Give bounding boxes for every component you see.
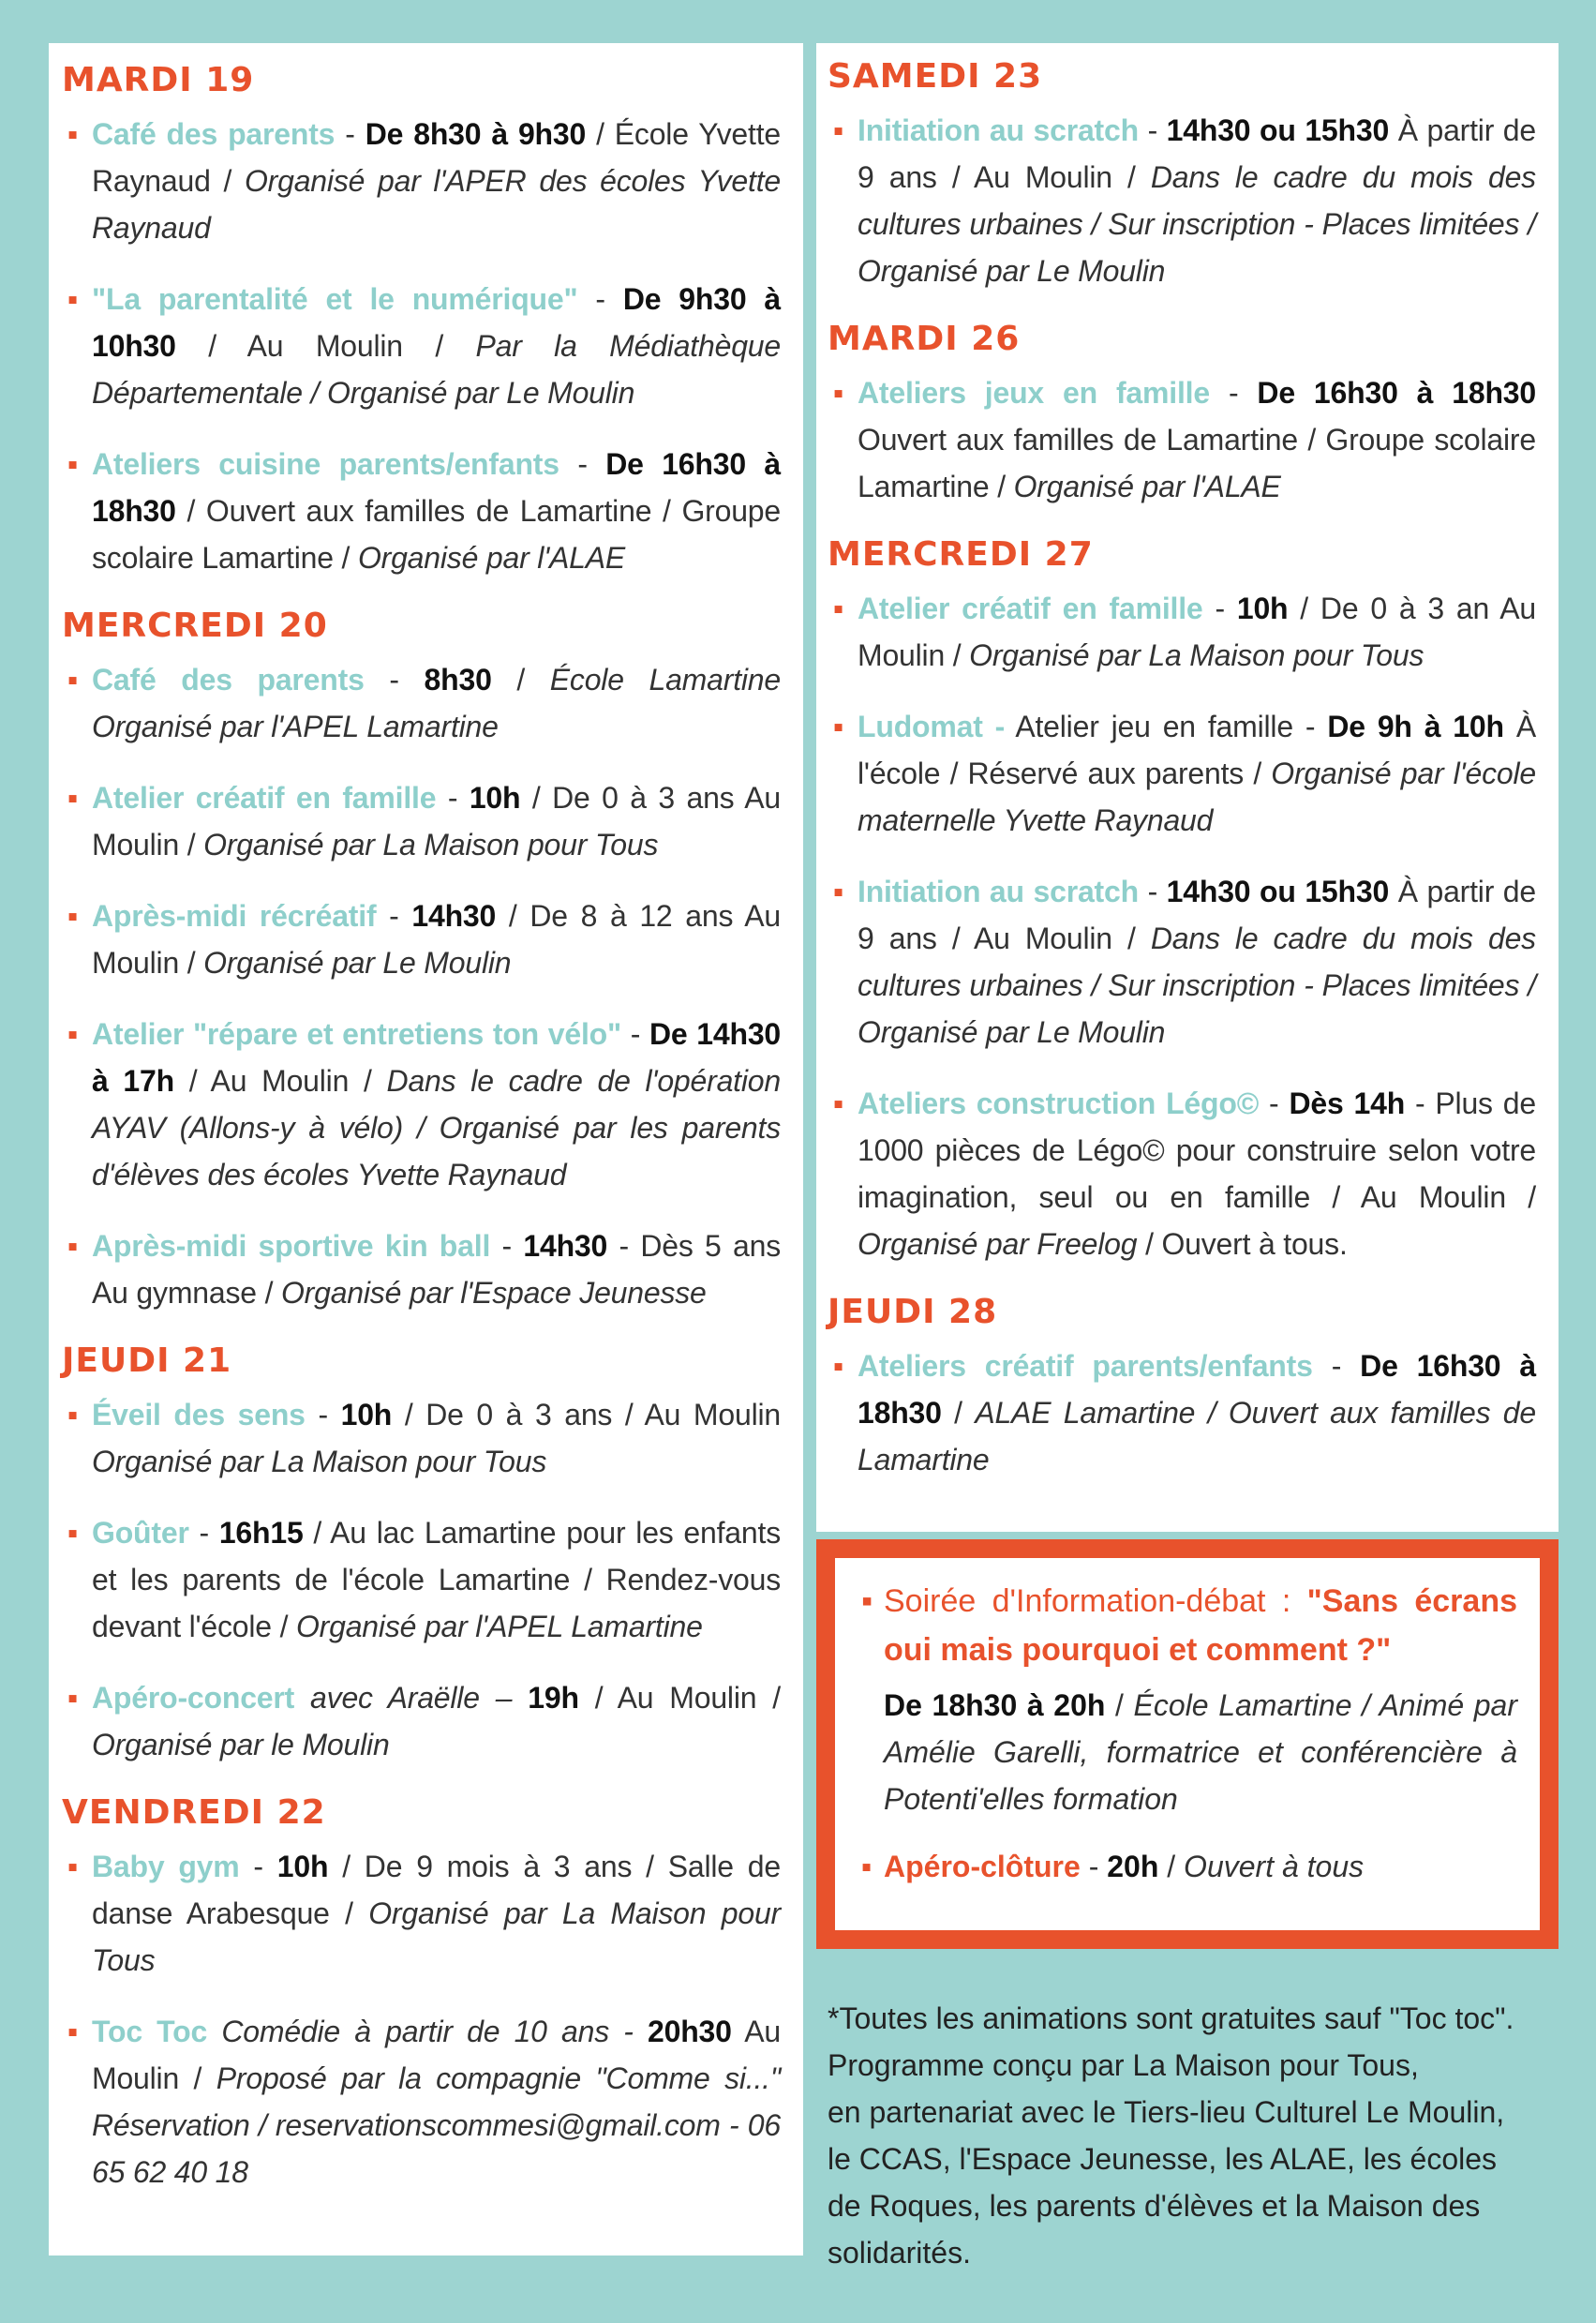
event-body <box>92 1843 781 1984</box>
event-time: 16h15 <box>218 1516 304 1550</box>
event-title: Ateliers créatif parents/enfants <box>858 1349 1313 1383</box>
event-title: Atelier créatif en famille <box>858 592 1203 625</box>
square-bullet-icon: ▪ <box>833 1349 844 1383</box>
event-organizer: Organisé par La Maison pour Tous <box>969 638 1424 672</box>
square-bullet-icon: ▪ <box>67 447 79 481</box>
debate-highlight-box <box>816 1539 1559 1949</box>
event-item <box>62 276 781 416</box>
event-time: 14h30 <box>523 1229 608 1263</box>
event-details: / Au Moulin / <box>173 1064 387 1098</box>
event-time: 10h <box>276 1850 329 1883</box>
event-separator: - <box>1312 1349 1361 1383</box>
event-organizer: Organisé par l'APER des écoles Yvette Raynaud <box>92 164 781 245</box>
square-bullet-icon: ▪ <box>67 899 79 933</box>
event-details: / Au Moulin / <box>175 329 476 363</box>
event-time: 8h30 <box>424 663 492 697</box>
event-details: / École Yvette Raynaud / <box>92 117 781 198</box>
square-bullet-icon: ▪ <box>67 663 79 697</box>
event-time: 14h30 ou 15h30 <box>1166 113 1390 147</box>
event-separator: - <box>305 1398 341 1431</box>
event-details: Au Moulin / <box>92 2015 781 2095</box>
event-organizer: École Lamartine Organisé par l'APEL Lamartine <box>92 663 781 743</box>
event-body <box>858 1342 1536 1483</box>
event-organizer: Par la Médiathèque Départementale / Organisé par Le Moulin <box>92 329 781 410</box>
event-item <box>62 1674 781 1768</box>
event-item <box>62 1011 781 1198</box>
event-time: 14h30 ou 15h30 <box>1166 875 1390 908</box>
event-body <box>92 111 781 251</box>
event-organizer: Organisé par le Moulin <box>92 1728 390 1761</box>
event-time: 10h <box>469 781 521 815</box>
footnote <box>828 1995 1559 2276</box>
event-details: - Dès 5 ans Au gymnase / <box>92 1229 782 1310</box>
event-title: Après-midi récréatif <box>92 899 377 933</box>
event-organizer: Proposé par la compagnie "Comme si..." Réservation / reservationscommesi@gmail.com - 06 65 62 40 18 <box>92 2061 782 2189</box>
event-organizer: Dans le cadre du mois des cultures urbaines / Sur inscription - Places limitées / Organisé par Le Moulin <box>858 160 1536 288</box>
closing-time: 20h <box>1107 1850 1159 1883</box>
debate-heading <box>858 1577 1517 1674</box>
event-item <box>62 1391 781 1485</box>
event-details: / De 0 à 3 ans Au Moulin / <box>92 781 781 862</box>
square-bullet-icon: ▪ <box>67 117 79 151</box>
event-title: Baby gym <box>92 1850 240 1883</box>
event-organizer: Organisé par l'ALAE <box>1013 470 1281 503</box>
event-details: - Plus de 1000 pièces de Légo© pour construire selon votre imagination, seul ou en famille / Au Moulin / <box>858 1087 1536 1214</box>
footnote-line: le CCAS, l'Espace Jeunesse, les ALAE, les écoles <box>828 2142 1498 2176</box>
event-title: Initiation au scratch <box>858 875 1139 908</box>
event-title: Atelier "répare et entretiens ton vélo" <box>92 1017 621 1051</box>
event-details: / Ouvert aux familles de Lamartine / Groupe scolaire Lamartine / <box>92 494 781 575</box>
event-title: Café des parents <box>92 117 336 151</box>
event-body <box>858 868 1536 1056</box>
event-time: De 14h30 à 17h <box>92 1017 782 1098</box>
event-body <box>92 1391 781 1485</box>
footnote-line: de Roques, les parents d'élèves et la Maison des <box>828 2189 1481 2223</box>
event-organizer: Dans le cadre du mois des cultures urbaines / Sur inscription - Places limitées / Organisé par Le Moulin <box>858 922 1536 1049</box>
square-bullet-icon: ▪ <box>833 376 844 410</box>
square-bullet-icon: ▪ <box>67 1398 79 1431</box>
footnote-line: en partenariat avec le Tiers-lieu Culturel Le Moulin, <box>828 2095 1505 2129</box>
event-body <box>92 656 781 750</box>
event-separator: - <box>335 117 365 151</box>
square-bullet-icon: ▪ <box>67 781 79 815</box>
event-separator: - <box>1202 592 1237 625</box>
event-title: Café des parents <box>92 663 365 697</box>
event-body <box>92 1509 781 1650</box>
square-bullet-icon: ▪ <box>833 592 844 625</box>
event-item <box>62 892 781 986</box>
debate-sep: / <box>1105 1688 1134 1722</box>
event-title: Toc Toc <box>92 2015 208 2048</box>
event-organizer: Organisé par l'ALAE <box>357 541 626 575</box>
event-time: De 9h30 à 10h30 <box>92 282 781 363</box>
event-body <box>92 441 781 581</box>
event-title: Initiation au scratch <box>858 113 1139 147</box>
event-details: / Au lac Lamartine pour les enfants et les parents de l'école Lamartine / Rendez-vous devant l'école / <box>92 1516 781 1643</box>
event-item <box>62 1509 781 1650</box>
event-separator: - <box>1138 875 1167 908</box>
event-details: Ouvert aux familles de Lamartine / Groupe scolaire Lamartine / <box>858 423 1536 503</box>
event-body <box>92 774 781 868</box>
event-title: Éveil des sens <box>92 1398 306 1431</box>
event-separator <box>1005 710 1015 743</box>
event-time: 10h <box>340 1398 393 1431</box>
event-time: De 16h30 à 18h30 <box>1257 376 1536 410</box>
event-details: / De 9 mois à 3 ans / Salle de danse Arabesque / <box>92 1850 781 1930</box>
event-details: À partir de 9 ans / Au Moulin / <box>858 875 1536 955</box>
event-organizer: Comédie à partir de 10 ans - <box>221 2015 648 2048</box>
event-separator <box>207 2015 221 2048</box>
event-time: De 8h30 à 9h30 <box>365 117 587 151</box>
day-heading: SAMEDI 23 <box>828 57 1043 96</box>
event-separator: - <box>376 899 412 933</box>
closing-sep: - <box>1080 1850 1108 1883</box>
event-organizer: Dans le cadre de l'opération AYAV (Allons-y à vélo) / Organisé par les parents d'élèves des écoles Yvette Raynaud <box>92 1064 781 1191</box>
event-item <box>828 107 1536 294</box>
event-separator <box>294 1681 310 1715</box>
event-time: De 16h30 à 18h30 <box>92 447 781 528</box>
day-heading: MARDI 26 <box>828 320 1021 358</box>
square-bullet-icon: ▪ <box>861 1583 873 1619</box>
square-bullet-icon: ▪ <box>833 875 844 908</box>
event-organizer: Organisé par La Maison pour Tous <box>92 1445 547 1478</box>
debate-time: De 18h30 à 20h <box>884 1688 1106 1722</box>
event-body <box>92 1222 781 1316</box>
event-details: / De 8 à 12 ans Au Moulin / <box>92 899 781 980</box>
event-item <box>62 656 781 750</box>
footnote-line: Programme conçu par La Maison pour Tous, <box>828 2048 1419 2082</box>
event-title: Ateliers jeux en famille <box>858 376 1210 410</box>
square-bullet-icon: ▪ <box>67 1681 79 1715</box>
event-body <box>92 1674 781 1768</box>
debate-quote: "Sans écrans oui mais pourquoi et comment ?" <box>884 1583 1517 1668</box>
event-separator: - <box>1209 376 1258 410</box>
day-heading: MERCREDI 27 <box>828 535 1094 574</box>
event-separator: - <box>490 1229 524 1263</box>
event-item <box>828 585 1536 679</box>
event-body <box>858 1080 1536 1267</box>
event-time: 14h30 <box>411 899 497 933</box>
square-bullet-icon: ▪ <box>67 1017 79 1051</box>
event-body <box>92 892 781 986</box>
right-program-panel <box>816 43 1559 1532</box>
event-details: / De 0 à 3 an Au Moulin / <box>858 592 1536 672</box>
event-separator: - <box>621 1017 649 1051</box>
event-separator: - <box>436 781 470 815</box>
event-details: Atelier jeu en famille - <box>1015 710 1328 743</box>
event-title: Goûter <box>92 1516 189 1550</box>
day-heading: MARDI 19 <box>62 61 255 99</box>
event-separator: - <box>364 663 425 697</box>
square-bullet-icon: ▪ <box>67 1850 79 1883</box>
event-body <box>858 585 1536 679</box>
event-body <box>92 276 781 416</box>
event-body <box>92 2008 781 2196</box>
event-details: / <box>491 663 550 697</box>
event-organizer: ALAE Lamartine / Ouvert aux familles de Lamartine <box>858 1396 1537 1476</box>
event-item <box>828 369 1536 510</box>
event-separator: - <box>1259 1087 1290 1120</box>
event-item <box>62 774 781 868</box>
event-body <box>858 107 1536 294</box>
event-organizer: Organisé par l'école maternelle Yvette Raynaud <box>858 757 1536 837</box>
day-heading: JEUDI 21 <box>62 1341 232 1380</box>
footnote-line: *Toutes les animations sont gratuites sauf "Toc toc". <box>828 2001 1514 2035</box>
event-organizer: Organisé par La Maison pour Tous <box>203 828 659 862</box>
event-details: À partir de 9 ans / Au Moulin / <box>858 113 1536 194</box>
day-heading: MERCREDI 20 <box>62 607 328 645</box>
event-item <box>62 2008 781 2196</box>
day-heading: VENDREDI 22 <box>62 1793 326 1832</box>
event-time: 20h30 <box>648 2015 732 2048</box>
square-bullet-icon: ▪ <box>833 113 844 147</box>
event-time: 19h <box>528 1681 579 1715</box>
day-heading: JEUDI 28 <box>828 1293 998 1331</box>
closing-event <box>858 1843 1517 1890</box>
event-time: De 16h30 à 18h30 <box>858 1349 1536 1430</box>
event-item <box>828 1342 1536 1483</box>
event-separator: - <box>239 1850 277 1883</box>
event-title: Ateliers cuisine parents/enfants <box>92 447 559 481</box>
event-organizer: Organisé par l'Espace Jeunesse <box>280 1276 707 1310</box>
event-details: / Ouvert à tous. <box>1137 1227 1348 1261</box>
closing-title: Apéro-clôture <box>884 1850 1081 1883</box>
footnote-line: solidarités. <box>828 2236 971 2270</box>
debate-prefix: Soirée d'Information-débat : <box>884 1583 1307 1619</box>
square-bullet-icon: ▪ <box>67 1516 79 1550</box>
left-program-panel <box>49 43 803 2256</box>
square-bullet-icon: ▪ <box>67 2015 79 2048</box>
event-item <box>62 1843 781 1984</box>
event-details: / <box>941 1396 976 1430</box>
event-time: De 9h à 10h <box>1327 710 1504 743</box>
event-separator: - <box>577 282 623 316</box>
event-organizer: Organisé par Freelog <box>858 1227 1138 1261</box>
event-body <box>858 369 1536 510</box>
event-title: Apéro-concert <box>92 1681 295 1715</box>
square-bullet-icon: ▪ <box>67 282 79 316</box>
event-organizer: Organisé par Le Moulin <box>203 946 512 980</box>
event-item <box>62 1222 781 1316</box>
event-item <box>828 1080 1536 1267</box>
event-title: Atelier créatif en famille <box>92 781 437 815</box>
event-item <box>62 441 781 581</box>
event-separator: - <box>559 447 606 481</box>
event-details: / Au Moulin / <box>578 1681 781 1715</box>
event-title: "La parentalité et le numérique" <box>92 282 578 316</box>
event-separator: - <box>188 1516 219 1550</box>
event-title: Ludomat - <box>858 710 1006 743</box>
event-organizer: Organisé par La Maison pour Tous <box>92 1896 781 1977</box>
event-time: Dès 14h <box>1289 1087 1406 1120</box>
closing-slash: / <box>1158 1850 1185 1883</box>
event-details: À l'école / Réservé aux parents / <box>858 710 1536 790</box>
event-body <box>92 1011 781 1198</box>
event-organizer: Organisé par l'APEL Lamartine <box>295 1610 703 1643</box>
event-time: 10h <box>1236 592 1289 625</box>
square-bullet-icon: ▪ <box>833 710 844 743</box>
debate-inner <box>835 1558 1540 1930</box>
debate-detail <box>884 1682 1517 1822</box>
event-item <box>828 868 1536 1056</box>
event-separator: - <box>1138 113 1167 147</box>
event-item <box>828 703 1536 844</box>
event-title: Ateliers construction Légo© <box>858 1087 1260 1120</box>
event-item <box>62 111 781 251</box>
event-body <box>858 703 1536 844</box>
event-details: / De 0 à 3 ans / Au Moulin <box>392 1398 781 1431</box>
square-bullet-icon: ▪ <box>833 1087 844 1120</box>
event-organizer: avec Araëlle – <box>310 1681 529 1715</box>
square-bullet-icon: ▪ <box>67 1229 79 1263</box>
event-title: Après-midi sportive kin ball <box>92 1229 491 1263</box>
square-bullet-icon: ▪ <box>861 1850 873 1883</box>
debate-details: École Lamartine / Animé par Amélie Garelli, formatrice et conférencière à Potenti'elles formation <box>884 1688 1518 1816</box>
closing-note: Ouvert à tous <box>1184 1850 1365 1883</box>
